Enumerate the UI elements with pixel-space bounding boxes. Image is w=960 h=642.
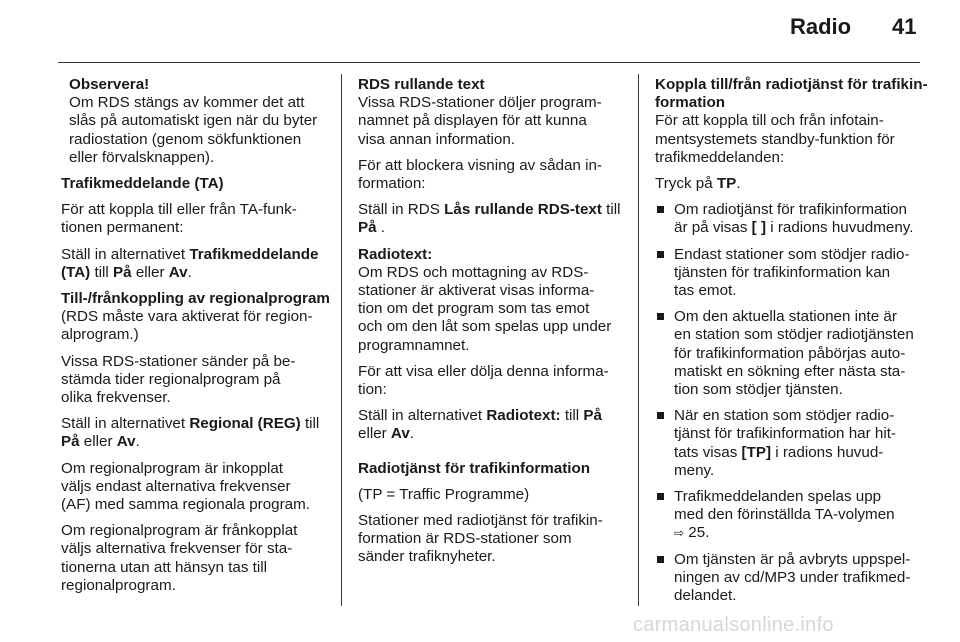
block-text: För att blockera visning av sådan in- formation: xyxy=(358,156,602,193)
regional-text-2: Vissa RDS-stationer sänder på be- stämda tider regionalprogram på olika frekvenser. xyxy=(61,352,296,407)
radiotext-heading: Radiotext: xyxy=(358,245,433,263)
tp-heading: Radiotjänst för trafikinformation xyxy=(358,459,591,477)
tp-line: (TP = Traffic Programme) xyxy=(358,485,530,503)
radiotext-setting: Ställ in alternativet Radiotext: till På eller Av. xyxy=(358,407,602,443)
radiotext-text-2: För att visa eller dölja denna informa- tion: xyxy=(358,362,609,399)
bullet-item: Trafikmeddelanden spelas upp med den förinställda TA-volymen ⇨ 25. xyxy=(655,488,923,543)
note-text: Om RDS stängs av kommer det att slås på automatiskt igen när du byter radiostation (genom sökfunktionen eller förvalsknappen). xyxy=(69,94,318,166)
watermark: carmanualsonline.info xyxy=(633,614,834,636)
bullet-item: Om tjänsten är på avbryts uppspel- ningen av cd/MP3 under trafikmed- delandet. xyxy=(655,551,923,606)
column-2 xyxy=(358,76,633,575)
column-3 xyxy=(655,76,928,613)
bullet-item: Endast stationer som stödjer radio- tjänsten för trafikinformation kan tas emot. xyxy=(655,246,923,301)
column-divider-1 xyxy=(341,74,342,606)
bullet-item: Om den aktuella stationen inte är en station som stödjer radiotjänsten för trafikinformation påbörjas auto- matiskt en sökning efter nästa sta- tion som stödjer tjänsten. xyxy=(655,308,923,399)
scroll-heading: RDS rullande text xyxy=(358,76,485,93)
regional-heading: Till-/frånkoppling av regionalprogram xyxy=(61,290,330,308)
bullet-item: När en station som stödjer radio- tjänst för trafikinformation har hit- tats visas [TP] i radions huvud- meny. xyxy=(655,407,923,480)
bullet-square-icon xyxy=(657,556,664,563)
tp-toggle-intro: För att koppla till och från infotain- mentsystemets standby-funktion för trafikmeddelanden: xyxy=(655,112,895,166)
note-title: Observera! xyxy=(69,76,150,93)
bullet-square-icon xyxy=(657,206,664,213)
scroll-text: Vissa RDS-stationer döljer program- namnet på displayen för att kunna visa annan information. xyxy=(358,94,602,148)
radiotext-text: Om RDS och mottagning av RDS- stationer är aktiverat visas informa- tion om det program som tas emot och om den låt som spelas upp under programnamnet. xyxy=(358,263,612,354)
page-reference[interactable]: 25. xyxy=(688,524,710,542)
bullet-square-icon xyxy=(657,493,664,500)
press-tp: Tryck på TP. xyxy=(655,175,741,193)
regional-text-3: Om regionalprogram är inkopplat väljs endast alternativa frekvenser (AF) med samma regionala program. xyxy=(61,459,310,514)
ta-heading: Trafikmeddelande (TA) xyxy=(61,175,224,193)
scroll-setting: Ställ in RDS Lås rullande RDS-text till På . xyxy=(358,201,621,237)
bullet-square-icon xyxy=(657,412,664,419)
regional-setting: Ställ in alternativet Regional (REG) till På eller Av. xyxy=(61,415,320,451)
header-divider xyxy=(58,62,920,63)
bullet-item: Om radiotjänst för trafikinformation är på visas [ ] i radions huvudmeny. xyxy=(655,201,923,237)
note-box xyxy=(61,76,333,167)
bullet-square-icon xyxy=(657,313,664,320)
tp-text: Stationer med radiotjänst för trafikin- formation är RDS-stationer som sänder trafiknyheter. xyxy=(358,512,603,566)
column-divider-2 xyxy=(638,74,639,606)
regional-text-4: Om regionalprogram är frånkopplat väljs alternativa frekvenser för sta- tionerna utan att hänsyn tas till regionalprogram. xyxy=(61,522,298,594)
column-1 xyxy=(61,76,333,603)
tp-toggle-heading: Koppla till/från radiotjänst för trafikin- formation xyxy=(655,76,928,112)
bullet-square-icon xyxy=(657,251,664,258)
page-title: Radio xyxy=(790,14,852,39)
page-reference-arrow-icon: ⇨ xyxy=(674,526,685,541)
ta-text: För att koppla till eller från TA-funk- tionen permanent: xyxy=(61,201,297,237)
regional-text: (RDS måste vara aktiverat för region- alprogram.) xyxy=(61,308,313,344)
ta-setting: Ställ in alternativet Trafikmeddelande (TA) till På eller Av. xyxy=(61,245,319,281)
page-number: 41 xyxy=(892,14,917,39)
